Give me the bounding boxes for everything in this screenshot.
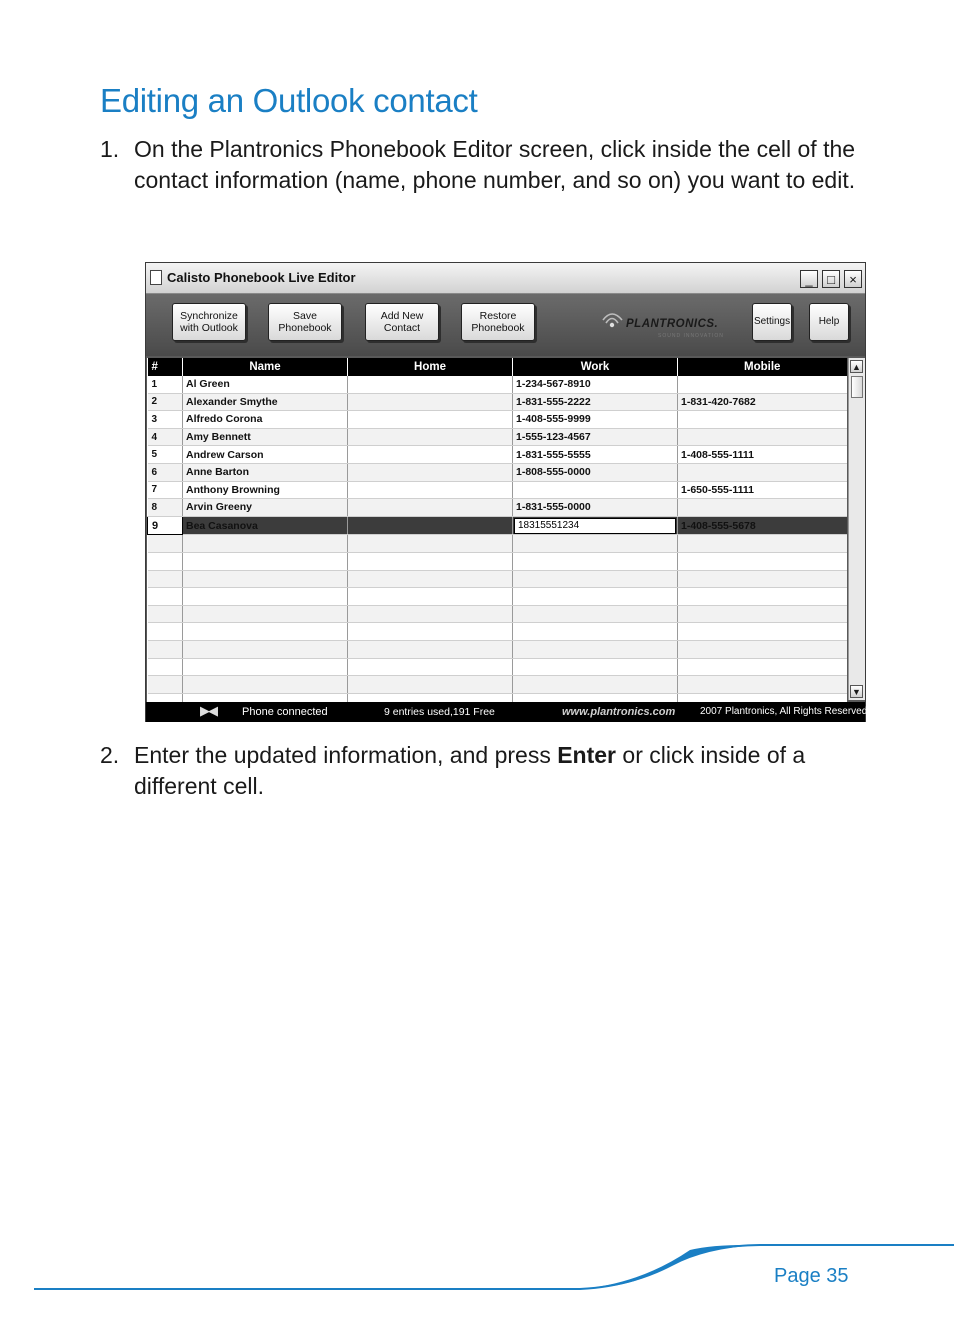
status-bar [146, 702, 868, 722]
maximize-button[interactable]: □ [822, 270, 840, 288]
step-text: On the Plantronics Phonebook Editor screen, click inside the cell of the contact information (name, phone number, and so on) you want to edit. [134, 136, 856, 193]
scroll-thumb[interactable] [851, 376, 863, 398]
name-cell[interactable]: Arvin Greeny [183, 499, 348, 517]
work-cell-editing[interactable] [513, 516, 678, 535]
phonebook-editor-window [145, 262, 866, 722]
help-button[interactable]: Help [809, 303, 849, 341]
row-number[interactable]: 9 [148, 516, 183, 535]
name-cell[interactable]: Bea Casanova [183, 516, 348, 535]
mobile-cell[interactable] [678, 463, 847, 481]
table-row[interactable] [148, 463, 847, 481]
enter-key-label: Enter [557, 742, 617, 768]
home-cell[interactable] [348, 463, 513, 481]
row-number[interactable]: 2 [148, 393, 183, 411]
empty-row[interactable] [148, 658, 847, 676]
work-edit-input[interactable]: 18315551234 [514, 518, 676, 534]
name-cell[interactable]: Al Green [183, 376, 348, 393]
page-number: Page 35 [774, 1265, 849, 1287]
table-row-selected[interactable] [148, 516, 847, 535]
vertical-scrollbar[interactable] [848, 358, 865, 700]
row-number[interactable]: 3 [148, 411, 183, 429]
window-titlebar [146, 263, 865, 294]
brand-tagline: SOUND INNOVATION [658, 333, 724, 339]
name-cell[interactable]: Amy Bennett [183, 428, 348, 446]
work-cell[interactable] [513, 481, 678, 499]
home-cell[interactable] [348, 516, 513, 535]
table-row[interactable] [148, 393, 847, 411]
table-row[interactable] [148, 499, 847, 517]
minimize-button[interactable]: _ [800, 270, 818, 288]
wave-icon [600, 308, 626, 332]
page-title: Editing an Outlook contact [100, 82, 478, 119]
mobile-cell[interactable] [678, 411, 847, 429]
empty-row[interactable] [148, 640, 847, 658]
column-header[interactable]: Mobile [678, 358, 847, 376]
name-cell[interactable]: Andrew Carson [183, 446, 348, 464]
empty-row[interactable] [148, 605, 847, 623]
mobile-cell[interactable]: 1-408-555-1111 [678, 446, 847, 464]
restore-phonebook-button[interactable]: Restore Phonebook [461, 303, 535, 341]
add-contact-button[interactable]: Add New Contact [365, 303, 439, 341]
name-cell[interactable]: Alexander Smythe [183, 393, 348, 411]
work-cell[interactable]: 1-831-555-0000 [513, 499, 678, 517]
home-cell[interactable] [348, 411, 513, 429]
step-text: Enter the updated information, and press Enter or click inside of a different cell. [134, 742, 806, 799]
column-header[interactable]: Name [183, 358, 348, 376]
contacts-grid [147, 358, 847, 711]
row-number[interactable]: 1 [148, 376, 183, 393]
column-header[interactable]: Home [348, 358, 513, 376]
step-2 [100, 740, 870, 802]
work-cell[interactable]: 1-808-555-0000 [513, 463, 678, 481]
mobile-cell[interactable]: 1-408-555-5678 [678, 516, 847, 535]
row-number[interactable]: 6 [148, 463, 183, 481]
column-header[interactable]: # [148, 358, 183, 376]
nav-arrows-icon[interactable]: ▶◀ [200, 703, 216, 718]
home-cell[interactable] [348, 376, 513, 393]
home-cell[interactable] [348, 499, 513, 517]
empty-row[interactable] [148, 588, 847, 606]
mobile-cell[interactable]: 1-650-555-1111 [678, 481, 847, 499]
copyright: 2007 Plantronics, All Rights Reserved [700, 706, 868, 717]
work-cell[interactable]: 1-831-555-2222 [513, 393, 678, 411]
empty-row[interactable] [148, 676, 847, 694]
column-header[interactable]: Work [513, 358, 678, 376]
name-cell[interactable]: Anthony Browning [183, 481, 348, 499]
window-title: Calisto Phonebook Live Editor [167, 270, 356, 285]
mobile-cell[interactable] [678, 376, 847, 393]
table-row[interactable] [148, 481, 847, 499]
home-cell[interactable] [348, 446, 513, 464]
home-cell[interactable] [348, 428, 513, 446]
row-number[interactable]: 4 [148, 428, 183, 446]
scroll-down-icon[interactable]: ▼ [850, 685, 863, 698]
table-row[interactable] [148, 446, 847, 464]
table-row[interactable] [148, 428, 847, 446]
home-cell[interactable] [348, 393, 513, 411]
grid-header [148, 358, 847, 376]
name-cell[interactable]: Alfredo Corona [183, 411, 348, 429]
scroll-up-icon[interactable]: ▲ [850, 360, 863, 373]
connection-status: Phone connected [242, 706, 328, 718]
mobile-cell[interactable] [678, 428, 847, 446]
row-number[interactable]: 5 [148, 446, 183, 464]
mobile-cell[interactable]: 1-831-420-7682 [678, 393, 847, 411]
website-link[interactable]: www.plantronics.com [562, 706, 676, 718]
empty-row[interactable] [148, 570, 847, 588]
save-phonebook-button[interactable]: Save Phonebook [268, 303, 342, 341]
close-button[interactable]: × [844, 270, 862, 288]
work-cell[interactable]: 1-234-567-8910 [513, 376, 678, 393]
toolbar [146, 294, 865, 356]
step-number: 1. [100, 136, 120, 162]
empty-row[interactable] [148, 552, 847, 570]
empty-row[interactable] [148, 535, 847, 553]
synchronize-outlook-button[interactable]: Synchronize with Outlook [172, 303, 246, 341]
app-icon [150, 270, 162, 285]
table-row[interactable] [148, 376, 847, 393]
work-cell[interactable]: 1-831-555-5555 [513, 446, 678, 464]
work-cell[interactable]: 1-408-555-9999 [513, 411, 678, 429]
home-cell[interactable] [348, 481, 513, 499]
work-cell[interactable]: 1-555-123-4567 [513, 428, 678, 446]
row-number[interactable]: 7 [148, 481, 183, 499]
table-row[interactable] [148, 411, 847, 429]
row-number[interactable]: 8 [148, 499, 183, 517]
step-1 [100, 134, 870, 196]
entries-count: 9 entries used,191 Free [384, 706, 495, 718]
plantronics-logo [600, 308, 735, 338]
settings-button[interactable]: Settings [752, 303, 792, 341]
mobile-cell[interactable] [678, 499, 847, 517]
empty-row[interactable] [148, 623, 847, 641]
brand-name: PLANTRONICS. [626, 318, 719, 330]
name-cell[interactable]: Anne Barton [183, 463, 348, 481]
step-number: 2. [100, 742, 120, 768]
